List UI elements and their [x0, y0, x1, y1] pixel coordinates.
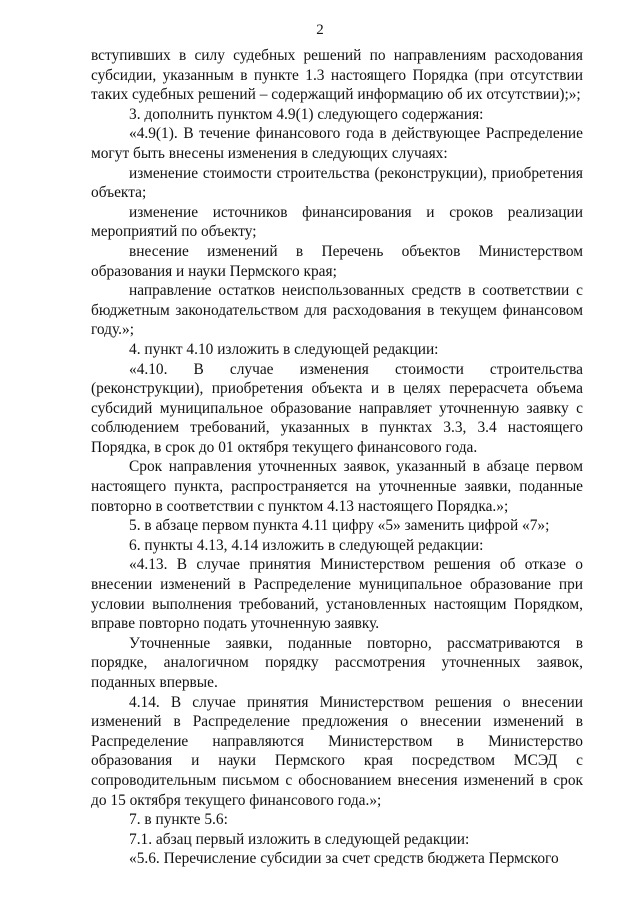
- paragraph: 3. дополнить пунктом 4.9(1) следующего содержания:: [129, 105, 484, 123]
- paragraph: 4.14. В случае принятия Министерством решения о внесении изменений в Распределение предложения о внесении изменений в Распределение направляются Министерством в Министерство образования и науки Пермского края посредством МСЭД с сопроводительным письмом с обоснованием внесения изменений в срок до 15 октября текущего финансового года.»;: [91, 693, 583, 809]
- paragraph: 7. в пункте 5.6:: [129, 811, 228, 829]
- paragraph: изменение источников финансирования и сроков реализации мероприятий по объекту;: [91, 203, 583, 241]
- paragraph: внесение изменений в Перечень объектов Министерством образования и науки Пермского края;: [91, 242, 583, 280]
- paragraph: изменение стоимости строительства (реконструкции), приобретения объекта;: [91, 164, 583, 202]
- paragraph: 5. в абзаце первом пункта 4.11 цифру «5» заменить цифрой «7»;: [129, 517, 550, 535]
- paragraph: «4.9(1). В течение финансового года в действующее Распределение могут быть внесены изменения в следующих случаях:: [91, 125, 583, 162]
- page-number: 2: [316, 22, 324, 38]
- paragraph: направление остатков неиспользованных средств в соответствии с бюджетным законодательством для расходования в текущем финансовом году.»;: [91, 282, 583, 339]
- paragraph: 4. пункт 4.10 изложить в следующей редакции:: [129, 340, 439, 358]
- paragraph: 7.1. абзац первый изложить в следующей редакции:: [129, 830, 470, 848]
- document-body: [91, 46, 583, 869]
- paragraph: 6. пункты 4.13, 4.14 изложить в следующей редакции:: [129, 536, 484, 554]
- paragraph: «5.6. Перечисление субсидии за счет средств бюджета Пермского: [129, 850, 559, 868]
- paragraph: «4.10. В случае изменения стоимости строительства (реконструкции), приобретения объекта и в целях перерасчета объема субсидий муниципальное образование направляет уточненную заявку с соблюдением требований, указанных в пунктах 3.3, 3.4 настоящего Порядка, в срок до 01 октября текущего финансового года.: [91, 360, 583, 456]
- paragraph: Уточненные заявки, поданные повторно, рассматриваются в порядке, аналогичном порядку рассмотрения уточненных заявок, поданных впервые.: [91, 634, 583, 691]
- paragraph: Срок направления уточненных заявок, указанный в абзаце первом настоящего пункта, распространяется на уточненные заявки, поданные повторно в соответствии с пунктом 4.13 настоящего Порядка.»;: [91, 458, 583, 515]
- paragraph: вступивших в силу судебных решений по направлениям расходования субсидии, указанным в пункте 1.3 настоящего Порядка (при отсутствии таких судебных решений – содержащий информацию об их отсутствии);»;: [91, 47, 583, 104]
- paragraph: «4.13. В случае принятия Министерством решения об отказе о внесении изменений в Распределение муниципальное образование при условии выполнения требований, установленных настоящим Порядком, вправе повторно подать уточненную заявку.: [91, 556, 583, 633]
